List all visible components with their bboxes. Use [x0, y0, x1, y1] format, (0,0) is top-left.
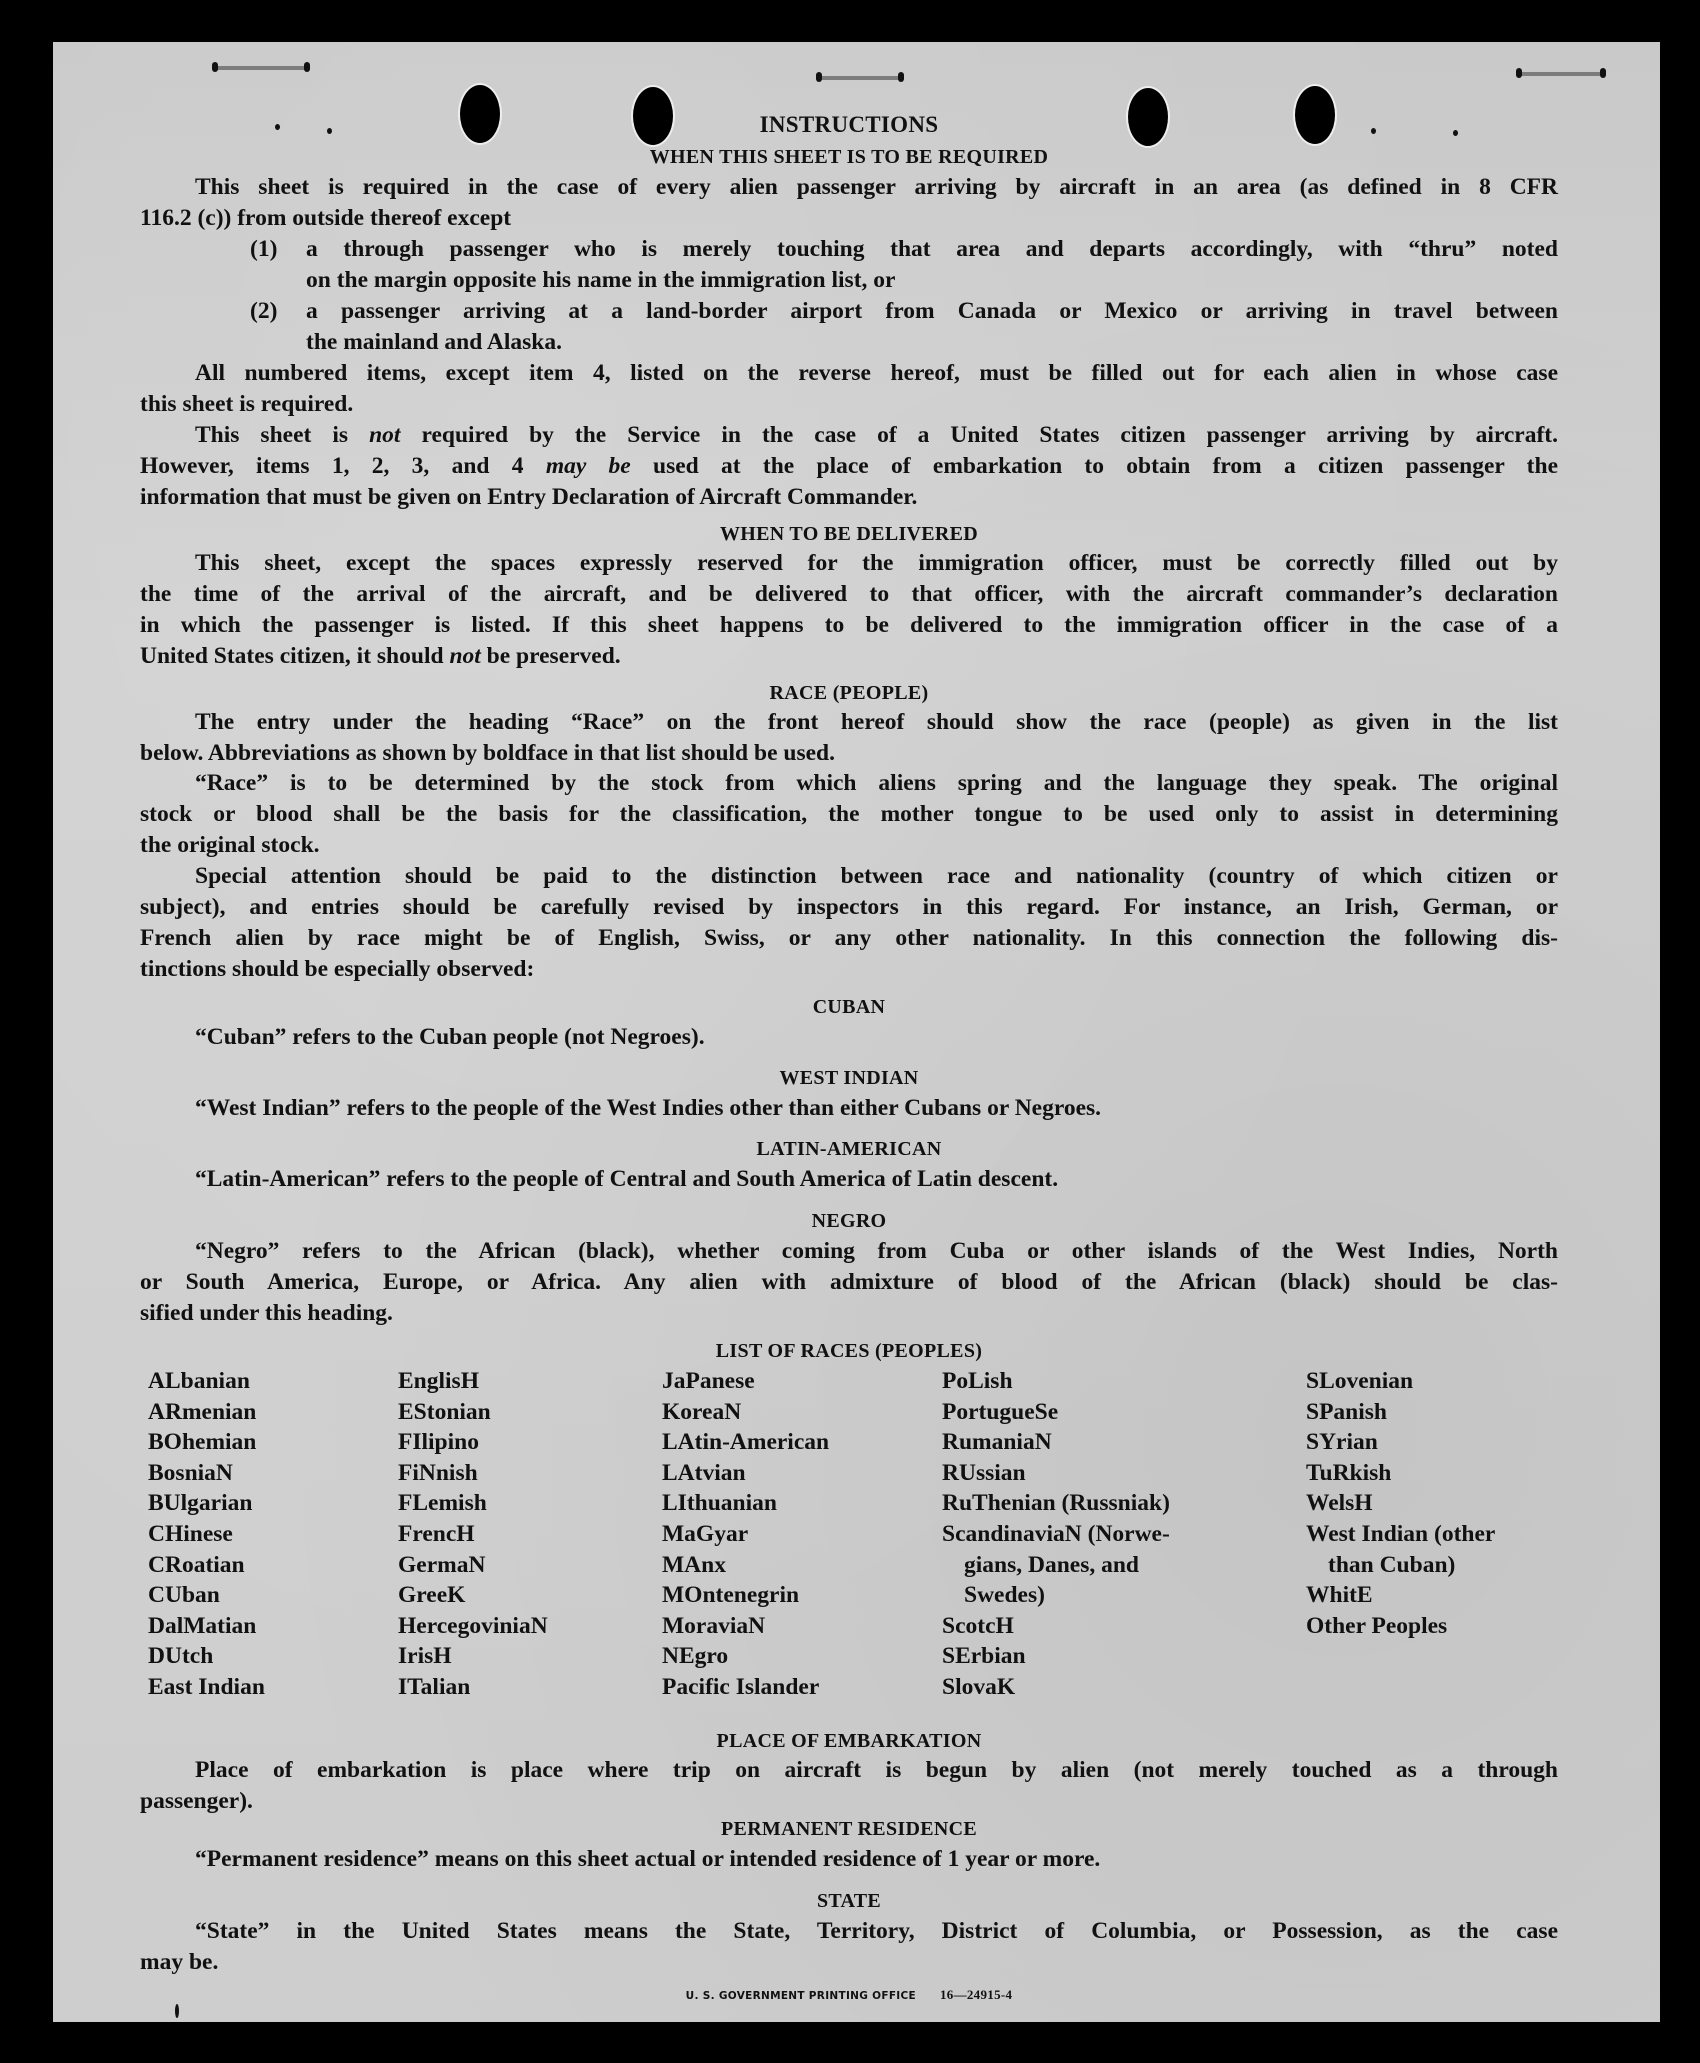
section-heading-embarkation: PLACE OF EMBARKATION [716, 1730, 982, 1752]
italic-span: not [449, 643, 481, 669]
text-line: 116.2 (c)) from outside thereof except [140, 205, 512, 231]
race-entry: Pacific Islander [662, 1674, 820, 1700]
race-entry: SErbian [942, 1643, 1026, 1670]
race-entry: LIthuanian [662, 1490, 777, 1517]
text-line: the mainland and Alaska. [306, 329, 562, 355]
race-entry: PoLish [942, 1368, 1013, 1394]
race-entry: LAtvian [662, 1459, 746, 1486]
race-entry: EStonian [398, 1398, 491, 1425]
list-item-number: (2) [250, 298, 278, 324]
text-line: on the margin opposite his name in the immigration list, or [306, 267, 896, 293]
race-entry: SLovenian [1306, 1368, 1414, 1394]
race-entry: WelsH [1306, 1490, 1373, 1517]
race-entry: DalMatian [148, 1612, 257, 1639]
text-line: in which the passenger is listed. If this sheet happens to be delivered to the immigration officer in the case of a [140, 612, 1558, 638]
list-item [250, 235, 1558, 263]
text-line: information that must be given on Entry Declaration of Aircraft Commander. [140, 484, 918, 510]
text-line [140, 452, 1558, 480]
race-entry: BOhemian [148, 1429, 257, 1456]
text-line: the time of the arrival of the aircraft, and be delivered to that officer, with the aircraft commander’s declaration [140, 581, 1558, 607]
race-entry: MAnx [662, 1551, 726, 1578]
italic-span: may be [545, 453, 631, 479]
text-line: passenger). [140, 1788, 253, 1814]
race-entry: CHinese [148, 1521, 233, 1547]
race-entry: ARmenian [148, 1398, 257, 1425]
race-entry: RUssian [942, 1459, 1026, 1486]
text-span: below. Abbreviations as shown by [140, 740, 484, 766]
race-entry: BosniaN [148, 1459, 233, 1486]
race-entry-continuation: gians, Danes, and [964, 1551, 1139, 1578]
race-entry: JaPanese [662, 1368, 755, 1394]
race-entry: RumaniaN [942, 1429, 1052, 1456]
race-entry: MOntenegrin [662, 1582, 800, 1609]
race-entry: BUlgarian [148, 1490, 253, 1517]
race-entry: CUban [148, 1582, 220, 1609]
race-entry: East Indian [148, 1674, 265, 1700]
section-heading-cuban: CUBAN [812, 996, 886, 1018]
text-line: “Negro” refers to the African (black), whether coming from Cuba or other islands of the West Indies, North [195, 1238, 1558, 1264]
text-line [140, 739, 1558, 767]
staple-mark-icon [215, 66, 307, 70]
race-entry: RuThenian (Russniak) [942, 1490, 1170, 1517]
race-entry: GreeK [398, 1582, 466, 1609]
race-entry: CRoatian [148, 1551, 245, 1578]
text-line: This sheet is required in the case of every alien passenger arriving by aircraft in an area (as defined in 8 CFR [195, 174, 1558, 200]
race-entry: EnglisH [398, 1368, 479, 1394]
text-line: stock or blood shall be the basis for the classification, the mother tongue to be used only to assist in determining [140, 801, 1558, 827]
text-line: “State” in the United States means the State, Territory, District of Columbia, or Possession, as the case [195, 1918, 1558, 1944]
document-page [53, 42, 1660, 2022]
race-entry: FLemish [398, 1490, 487, 1517]
race-entry: KoreaN [662, 1398, 742, 1425]
staple-mark-icon [819, 76, 901, 80]
text-line: “Cuban” refers to the Cuban people (not Negroes). [195, 1024, 705, 1050]
text-line: sified under this heading. [140, 1300, 393, 1326]
section-heading-latin-american: LATIN-AMERICAN [756, 1138, 942, 1160]
printer-imprint [140, 1987, 1558, 2003]
race-entry: ALbanian [148, 1368, 250, 1394]
text-line: Special attention should be paid to the distinction between race and nationality (country of which citizen or [195, 863, 1558, 889]
section-heading-west-indian: WEST INDIAN [779, 1067, 919, 1089]
list-item-text: a passenger arriving at a land-border airport from Canada or Mexico or arriving in travel between [306, 298, 1558, 324]
text-span: required by the Service in the case of a United States citizen passenger arriving by aircraft. [400, 422, 1559, 448]
boldface-span: boldface [483, 740, 568, 766]
race-entry: ITalian [398, 1674, 471, 1700]
race-entry: FIlipino [398, 1429, 479, 1456]
section-heading-race: RACE (PEOPLE) [769, 682, 929, 704]
text-line [140, 642, 1558, 670]
staple-mark-icon [1519, 72, 1603, 76]
race-entry: PortugueSe [942, 1398, 1059, 1425]
race-entry: DUtch [148, 1643, 214, 1670]
race-entry: SPanish [1306, 1398, 1387, 1425]
race-entry: LAtin-American [662, 1429, 830, 1456]
race-entry: FiNnish [398, 1459, 478, 1486]
text-line: subject), and entries should be carefully revised by inspectors in this regard. For instance, an Irish, German, or [140, 894, 1558, 920]
form-code: 16—24915-4 [939, 1987, 1013, 2002]
race-entry-continuation: than Cuban) [1328, 1551, 1456, 1578]
section-heading-state: STATE [816, 1890, 882, 1912]
text-line: French alien by race might be of English, Swiss, or any other nationality. In this connection the following dis- [140, 925, 1558, 951]
text-line: this sheet is required. [140, 391, 354, 417]
text-span: This sheet is [195, 422, 370, 448]
list-item [250, 297, 1558, 325]
text-line [195, 421, 1558, 449]
race-entry: MaGyar [662, 1521, 749, 1547]
text-line: tinctions should be especially observed: [140, 956, 535, 982]
text-line: “West Indian” refers to the people of the West Indies other than either Cubans or Negroes. [195, 1095, 1102, 1121]
race-entry: NEgro [662, 1643, 729, 1670]
section-heading-required: WHEN THIS SHEET IS TO BE REQUIRED [649, 146, 1049, 168]
section-heading-list-of-races: LIST OF RACES (PEOPLES) [715, 1340, 983, 1362]
printer-name: U. S. GOVERNMENT PRINTING OFFICE [685, 1990, 916, 2002]
ink-speck-icon [175, 2004, 179, 2018]
race-entry: West Indian (other [1306, 1521, 1496, 1547]
race-entry: IrisH [398, 1643, 452, 1670]
text-line: This sheet, except the spaces expressly reserved for the immigration officer, must be correctly filled out by [195, 550, 1558, 576]
race-entry: TuRkish [1306, 1459, 1392, 1486]
race-entry: ScandinaviaN (Norwe- [942, 1521, 1170, 1547]
text-span: United States citizen, it should [140, 643, 450, 669]
text-span: in that list should be used. [567, 740, 835, 766]
text-line: All numbered items, except item 4, listed on the reverse hereof, must be filled out for each alien in whose case [195, 360, 1558, 386]
text-line: the original stock. [140, 832, 320, 858]
section-heading-residence: PERMANENT RESIDENCE [721, 1818, 977, 1840]
text-span: However, items 1, 2, 3, and 4 [140, 453, 546, 479]
text-span: be preserved. [480, 643, 621, 669]
text-line: “Race” is to be determined by the stock from which aliens spring and the language they speak. The original [195, 770, 1558, 796]
italic-span: not [369, 422, 401, 448]
text-line: “Latin-American” refers to the people of Central and South America of Latin descent. [195, 1166, 1059, 1192]
race-entry: Other Peoples [1306, 1612, 1448, 1639]
list-item-text: a through passenger who is merely touching that area and departs accordingly, with “thru” noted [306, 236, 1558, 262]
text-line: “Permanent residence” means on this sheet actual or intended residence of 1 year or more. [195, 1846, 1101, 1872]
races-list [140, 1367, 1558, 1707]
text-line: The entry under the heading “Race” on the front hereof should show the race (people) as given in the list [195, 709, 1558, 735]
text-line: Place of embarkation is place where trip on aircraft is begun by alien (not merely touched as a through [195, 1757, 1558, 1783]
race-entry: HercegoviniaN [398, 1612, 548, 1639]
race-entry: GermaN [398, 1551, 486, 1578]
section-heading-negro: NEGRO [811, 1210, 887, 1232]
race-entry-continuation: Swedes) [964, 1582, 1045, 1609]
race-entry: WhitE [1306, 1582, 1373, 1609]
race-entry: MoraviaN [662, 1612, 766, 1639]
race-entry: ScotcH [942, 1612, 1014, 1639]
text-line: or South America, Europe, or Africa. Any alien with admixture of blood of the African (black) should be clas- [140, 1269, 1558, 1295]
race-entry: FrencH [398, 1521, 475, 1547]
race-entry: SYrian [1306, 1429, 1378, 1456]
race-entry: SlovaK [942, 1674, 1016, 1700]
text-span: used at the place of embarkation to obtain from a citizen passenger the [630, 453, 1559, 479]
document-title: INSTRUCTIONS [759, 112, 939, 137]
text-line: may be. [140, 1949, 219, 1975]
section-heading-delivered: WHEN TO BE DELIVERED [719, 523, 979, 545]
list-item-number: (1) [250, 236, 278, 262]
